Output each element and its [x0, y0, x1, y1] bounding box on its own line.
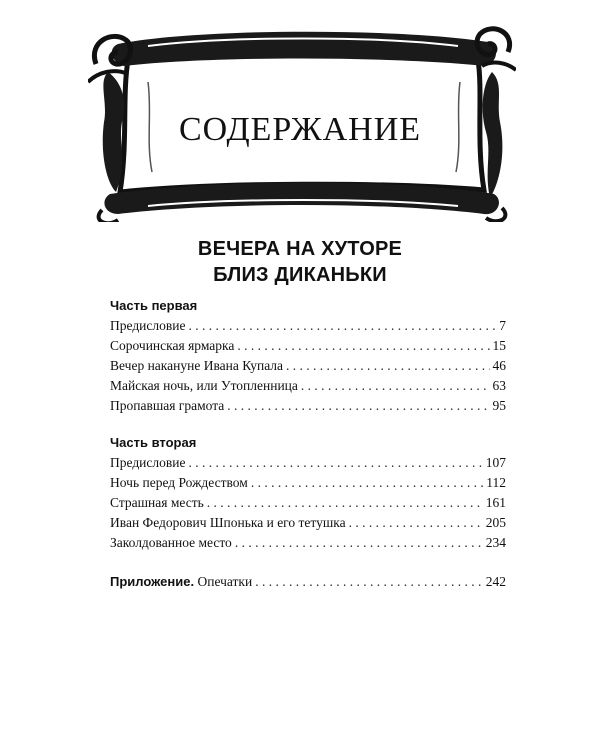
- appendix-title: Опечатки: [194, 574, 253, 589]
- book-title-line-2: БЛИЗ ДИКАНЬКИ: [213, 264, 387, 286]
- dot-leader: [286, 356, 489, 376]
- dot-leader: [188, 453, 482, 473]
- dot-leader: [227, 396, 489, 416]
- toc-entry-page: 15: [492, 338, 506, 353]
- appendix-label: Приложение.: [110, 574, 195, 589]
- toc-entry[interactable]: [110, 316, 506, 336]
- toc-entry-title: Вечер накануне Ивана Купала: [110, 358, 284, 373]
- toc-entry-page: 234: [485, 535, 506, 550]
- book-title: [0, 236, 600, 288]
- toc-entry-page: 95: [492, 398, 506, 413]
- toc-entry-page: 112: [486, 475, 506, 490]
- page-title: СОДЕРЖАНИЕ: [178, 111, 422, 148]
- toc-entry-appendix[interactable]: [110, 572, 506, 592]
- dot-leader: [237, 336, 489, 356]
- toc-entry-page: 205: [485, 515, 506, 530]
- toc-entry-title: Сорочинская ярмарка: [110, 338, 235, 353]
- toc-entry-title: Заколдованное место: [110, 535, 232, 550]
- part-heading-first: Часть первая: [110, 298, 198, 313]
- table-of-contents: [110, 296, 506, 592]
- toc-entry-title: Ночь перед Рождеством: [110, 475, 248, 490]
- toc-entry[interactable]: [110, 336, 506, 356]
- book-title-line-1: ВЕЧЕРА НА ХУТОРЕ: [197, 238, 403, 260]
- toc-entry[interactable]: [110, 473, 506, 493]
- toc-entry-title: [110, 572, 252, 592]
- toc-entry[interactable]: [110, 513, 506, 533]
- toc-entry-title: Майская ночь, или Утопленница: [110, 378, 298, 393]
- toc-entry-page: 7: [499, 318, 506, 333]
- toc-entry-title: Иван Федорович Шпонька и его тетушка: [110, 515, 346, 530]
- toc-entry-page: 242: [485, 574, 506, 589]
- dot-leader: [207, 493, 483, 513]
- section-spacer: [110, 553, 506, 572]
- toc-entry[interactable]: [110, 376, 506, 396]
- toc-entry-title: Страшная месть: [110, 495, 204, 510]
- dot-leader: [349, 513, 483, 533]
- dot-leader: [188, 316, 496, 336]
- toc-entry[interactable]: [110, 453, 506, 473]
- toc-entry-page: 107: [485, 455, 506, 470]
- toc-entry-title: Предисловие: [110, 318, 186, 333]
- toc-entry-title: Предисловие: [110, 455, 186, 470]
- part-heading-second: Часть вторая: [110, 435, 197, 450]
- toc-entry-page: 46: [492, 358, 506, 373]
- dot-leader: [301, 376, 490, 396]
- toc-entry[interactable]: [110, 533, 506, 553]
- toc-entry[interactable]: [110, 356, 506, 376]
- toc-entry-page: 161: [485, 495, 506, 510]
- toc-entry-page: 63: [492, 378, 506, 393]
- toc-entry-title: Пропавшая грамота: [110, 398, 225, 413]
- dot-leader: [255, 572, 483, 592]
- section-spacer: [110, 416, 506, 433]
- dot-leader: [251, 473, 483, 493]
- toc-entry[interactable]: [110, 396, 506, 416]
- dot-leader: [235, 533, 483, 553]
- toc-entry[interactable]: [110, 493, 506, 513]
